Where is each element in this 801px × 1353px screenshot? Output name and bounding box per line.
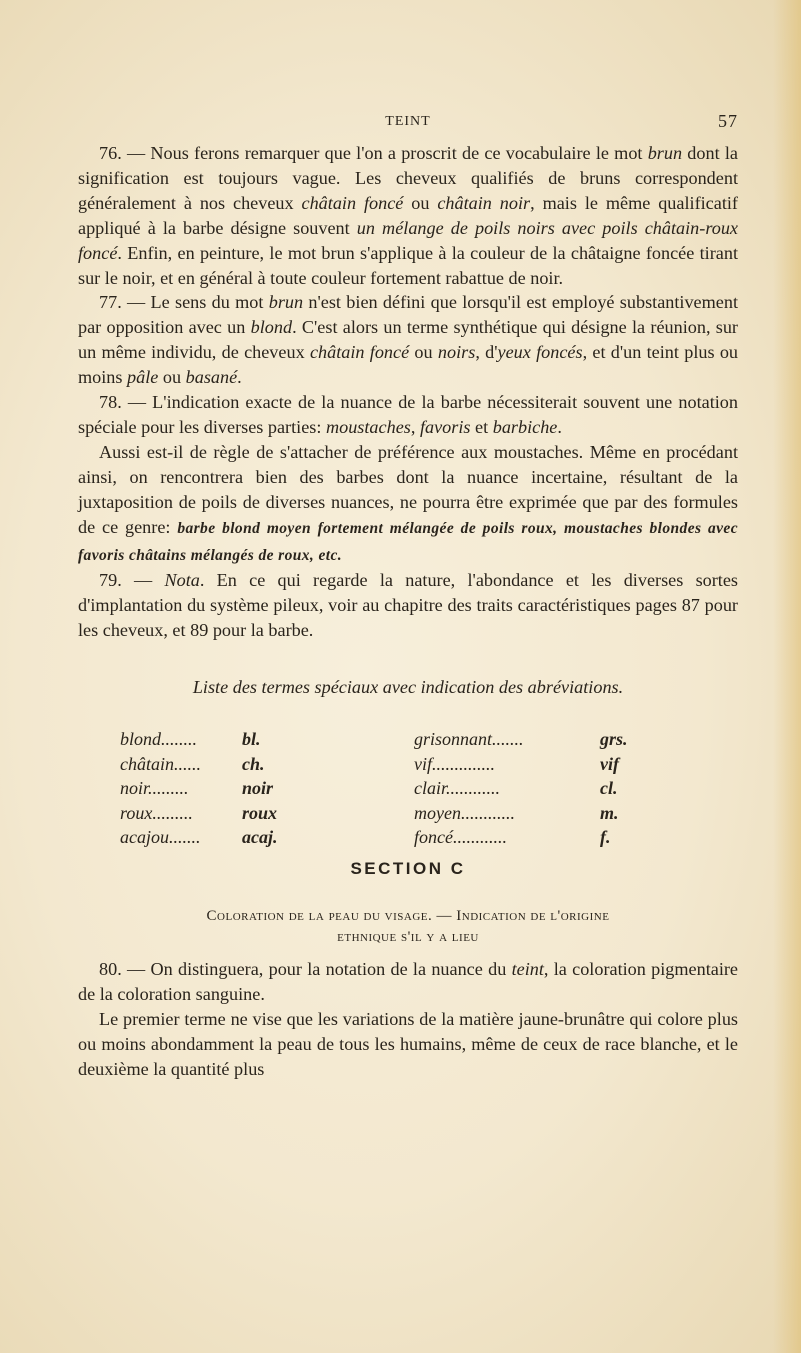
main-text-upper [78, 141, 738, 643]
abbreviation-row: roux......... roux [120, 802, 278, 823]
abbreviation-row: blond........ bl. [120, 729, 261, 749]
paragraph-79: 79. — Nota. En ce qui regarde la nature, l'abondance et les diverses sortes d'implantation du système pileux, voir au chapitre des traits caractéristiques pages 87 pour les cheveux, et 89 pour la barbe. [78, 570, 739, 641]
paragraph-76: 76. — Nous ferons remarquer que l'on a proscrit de ce vocabulaire le mot brun dont la signification est toujours vague. Les cheveux qualifiés de bruns correspondent généralement à nos cheveux châtain foncé ou châtain noir, mais le même qualificatif appliqué à la barbe désigne souvent un mélange de poils noirs avec poils châtain-roux foncé. Enfin, en peinture, le mot brun s'applique à la couleur de la châtaigne foncée tirant sur le noir, et en général à toute couleur fortement rabattue de noir. [78, 143, 738, 288]
abbreviation-row: châtain...... ch. [120, 753, 265, 774]
running-header [78, 111, 738, 138]
paragraph-77: 77. — Le sens du mot brun n'est bien défini que lorsqu'il est employé substantivement par opposition avec un blond. C'est alors un terme synthétique qui désigne la réunion, sur un même individu, de cheveux châtain foncé ou noirs, d'yeux foncés, et d'un teint plus ou moins pâle ou basané. [78, 292, 739, 388]
abbreviation-column-right [414, 727, 628, 850]
paragraph-78: 78. — L'indication exacte de la nuance de la barbe nécessiterait souvent une notation spéciale pour les diverses parties: moustaches, favoris et barbiche. [78, 392, 738, 437]
header-title: TEINT [385, 114, 431, 129]
abbreviation-row: moyen............ m. [414, 802, 619, 823]
abbreviation-column-left [120, 727, 278, 850]
paragraph-80: 80. — On distinguera, pour la notation de la nuance du teint, la coloration pigmentaire de la coloration sanguine. [78, 959, 738, 1004]
abbreviation-row: acajou....... acaj. [120, 827, 278, 847]
abbreviation-row: foncé............ f. [414, 827, 611, 847]
abbreviation-list-title: Liste des termes spéciaux avec indication des abréviations. [192, 677, 624, 697]
paragraph-78-continued: Aussi est-il de règle de s'attacher de préférence aux moustaches. Même en procédant ainsi, on rencontrera bien des barbes dont la nuance incertaine, résultant de la juxtaposition de poils de diverses nuances, ne pourra être exprimée que par des formules de ce genre: barbe blond moyen fortement mélangée de poils roux, moustaches blondes avec favoris châtains mélangés de roux, etc. [78, 441, 738, 564]
abbreviation-row: clair............ cl. [414, 778, 618, 798]
section-subheading: Coloration de la peau du visage. — Indication de l'origine ethnique s'il y a lieu [206, 908, 610, 945]
section-heading: SECTION C [350, 859, 466, 878]
abbreviation-row: grisonnant....... grs. [414, 729, 628, 749]
abbreviation-row: noir......... noir [120, 778, 274, 798]
page-edge-shading [773, 0, 801, 1353]
main-text-lower [78, 957, 738, 1082]
page-number: 57 [718, 111, 738, 131]
paragraph-80-continued: Le premier terme ne vise que les variations de la matière jaune-brunâtre qui colore plus ou moins abondamment la peau de tous les humains, même de ceux de race blanche, et le deuxième la quantité plus [78, 1008, 738, 1079]
barbe-formula: barbe blond moyen fortement mélangée de poils roux, moustaches blondes avec favoris châtains mélangés de roux, etc. [78, 519, 738, 564]
abbreviation-row: vif.............. vif [414, 753, 619, 774]
